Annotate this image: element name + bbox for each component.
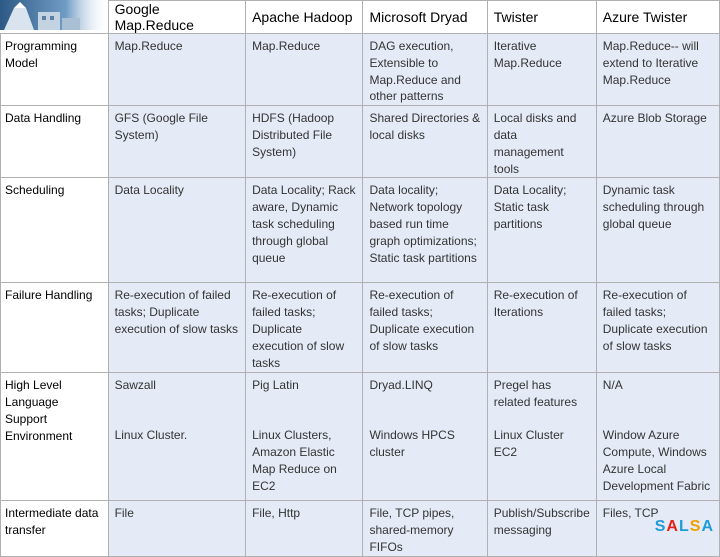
table-cell: DAG execution, Extensible to Map.Reduce and other patterns <box>363 34 487 106</box>
table-row <box>1 501 720 556</box>
table-cell: Pig Latin <box>252 378 299 393</box>
table-cell: Linux Clusters, Amazon Elastic Map Reduce on EC2 <box>252 428 337 493</box>
table-cell: Re-execution of failed tasks; Duplicate execution of slow tasks <box>246 283 363 373</box>
row-label: Intermediate data transfer <box>1 501 109 556</box>
building-illustration-icon <box>0 0 110 30</box>
row-label: Data Handling <box>1 106 109 178</box>
table-cell: Map.Reduce <box>246 34 363 106</box>
col-header-dryad: Microsoft Dryad <box>363 1 487 34</box>
table-cell: Data Locality <box>108 178 246 283</box>
table-cell: Re-execution of failed tasks; Duplicate execution of slow tasks <box>596 283 719 373</box>
table-cell: File, Http <box>246 501 363 556</box>
table-cell: Sawzall <box>114 378 156 393</box>
table-cell: Linux Cluster. <box>114 428 188 443</box>
row-label: Scheduling <box>1 178 109 283</box>
col-header-twister: Twister <box>487 1 596 34</box>
table-cell: Files, TCP <box>596 501 719 556</box>
table-cell: Window Azure Compute, Windows Azure Local Development Fabric <box>602 428 711 493</box>
table-cell-group <box>108 373 246 501</box>
table-cell-group <box>246 373 363 501</box>
table-row <box>1 178 720 283</box>
row-label: Environment <box>5 428 73 443</box>
table-cell: Map.Reduce <box>108 34 246 106</box>
table-cell: Publish/Subscribe messaging <box>487 501 596 556</box>
col-header-azure-twister: Azure Twister <box>596 1 719 34</box>
header-logo-image <box>0 0 110 30</box>
row-label: Failure Handling <box>1 283 109 373</box>
table-row <box>1 283 720 373</box>
row-label-group <box>1 373 109 501</box>
table-cell-group <box>487 373 596 501</box>
col-header-google: Google Map.Reduce <box>108 1 246 34</box>
table-cell: Linux Cluster EC2 <box>493 428 564 460</box>
salsa-logo: SALSA <box>654 518 714 535</box>
table-cell: Re-execution of failed tasks; Duplicate execution of slow tasks <box>108 283 246 373</box>
row-label: High Level Language Support <box>5 378 62 426</box>
table-cell: File <box>108 501 246 556</box>
table-row <box>1 34 720 106</box>
table-row <box>1 373 720 501</box>
table-cell: Re-execution of Iterations <box>487 283 596 373</box>
table-cell: Local disks and data management tools <box>487 106 596 178</box>
table-cell: Re-execution of failed tasks; Duplicate execution of slow tasks <box>363 283 487 373</box>
table-cell: Windows HPCS cluster <box>369 428 455 460</box>
table-cell: Data locality; Network topology based run time graph optimizations; Static task partitions <box>363 178 487 283</box>
table-cell: HDFS (Hadoop Distributed File System) <box>246 106 363 178</box>
table-cell: N/A <box>602 378 623 393</box>
row-label: Programming Model <box>1 34 109 106</box>
table-cell-group <box>363 373 487 501</box>
table-cell-group <box>596 373 719 501</box>
table-cell: Map.Reduce-- will extend to Iterative Map.Reduce <box>596 34 719 106</box>
col-header-hadoop: Apache Hadoop <box>246 1 363 34</box>
table-row <box>1 106 720 178</box>
table-cell: Pregel has related features <box>493 378 578 410</box>
table-cell: Azure Blob Storage <box>596 106 719 178</box>
table-cell: Shared Directories & local disks <box>363 106 487 178</box>
table-cell: Dynamic task scheduling through global queue <box>596 178 719 283</box>
table-cell: Iterative Map.Reduce <box>487 34 596 106</box>
table-cell: Data Locality; Static task partitions <box>487 178 596 283</box>
table-cell: Data Locality; Rack aware, Dynamic task scheduling through global queue <box>246 178 363 283</box>
table-cell: GFS (Google File System) <box>108 106 246 178</box>
table-cell: File, TCP pipes, shared-memory FIFOs <box>363 501 487 556</box>
table-cell: Dryad.LINQ <box>369 378 433 393</box>
